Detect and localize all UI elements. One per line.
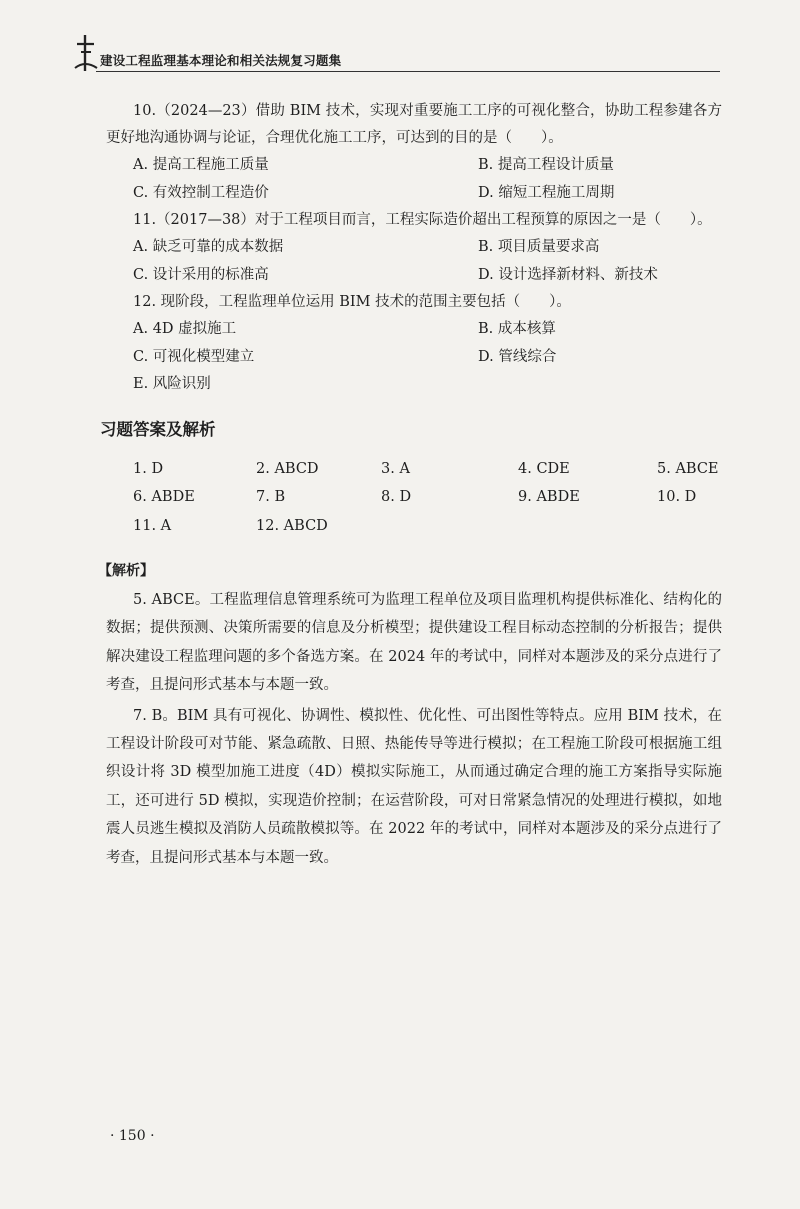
header-rule [96, 71, 720, 72]
answer-item: 8. D [381, 489, 412, 505]
option-a: A. 提高工程施工质量 [133, 157, 269, 173]
question-stem: 11.（2017—38）对于工程项目而言，工程实际造价超出工程预算的原因之一是（ ）。 [133, 212, 712, 228]
option-d: D. 缩短工程施工周期 [478, 184, 615, 201]
answer-item: 3. A [381, 460, 410, 477]
option-c: C. 可视化模型建立 [133, 348, 255, 365]
page-number: · 150 · [110, 1128, 155, 1144]
option-b: B. 成本核算 [478, 321, 556, 337]
book-title: 建设工程监理基本理论和相关法规复习题集 [100, 53, 342, 68]
answer-item: 12. ABCD [256, 517, 328, 534]
option-b: B. 项目质量要求高 [478, 239, 600, 255]
analysis-heading: 【解析】 [98, 563, 154, 579]
answer-item: 9. ABDE [518, 489, 580, 505]
option-a: A. 4D 虚拟施工 [133, 321, 237, 337]
answers-heading: 习题答案及解析 [100, 419, 216, 439]
answer-item: 7. B [256, 489, 286, 505]
answer-item: 11. A [133, 517, 172, 534]
answer-key [133, 455, 722, 541]
option-e: E. 风险识别 [133, 376, 211, 392]
option-c: C. 有效控制工程造价 [133, 184, 269, 201]
analysis-paragraph: 7. B。BIM 具有可视化、协调性、模拟性、优化性、可出图性等特点。应用 BIM 技术，在工程设计阶段可对节能、紧急疏散、日照、热能传导等进行模拟；在工程施工阶段可根据施工组织设计将 3D 模型加施工进度（4D）模拟实际施工，从而通过确定合理的施工方案指导实际施工，还可进行 5D 模拟，实现造价控制；在运营阶段，可对日常紧急情况的处理进行模拟，如地震人员逃生模拟及消防人员疏散模拟等。在 2022 年的考试中，同样对本题涉及的采分点进行了考查，且提问形式基本与本题一致。 [106, 707, 722, 866]
answer-item: 1. D [133, 460, 164, 477]
answer-item: 6. ABDE [133, 489, 195, 505]
options-list [133, 234, 722, 289]
answer-item: 4. CDE [518, 460, 570, 477]
answer-item: 5. ABCE [657, 460, 719, 477]
question-11 [106, 207, 722, 289]
question-10 [106, 98, 722, 207]
option-d: D. 设计选择新材料、新技术 [478, 266, 658, 283]
option-d: D. 管线综合 [478, 348, 557, 365]
page-content [98, 98, 722, 874]
question-stem: 10.（2024—23）借助 BIM 技术，实现对重要施工工序的可视化整合，协助工程参建各方更好地沟通协调与论证，合理优化施工工序，可达到的目的是（ ）。 [106, 103, 722, 146]
option-a: A. 缺乏可靠的成本数据 [133, 239, 284, 255]
option-c: C. 设计采用的标准高 [133, 266, 269, 283]
answer-item: 10. D [657, 489, 697, 505]
analysis-paragraph: 5. ABCE。工程监理信息管理系统可为监理工程单位及项目监理机构提供标准化、结构化的数据；提供预测、决策所需要的信息及分析模型；提供建设工程目标动态控制的分析报告；提供解决建设工程监理问题的多个备选方案。在 2024 年的考试中，同样对本题涉及的采分点进行了考查，且提问形式基本与本题一致。 [106, 592, 722, 694]
options-list [133, 316, 722, 399]
page-header [60, 32, 720, 74]
question-12 [106, 289, 722, 399]
options-list [133, 152, 722, 207]
option-b: B. 提高工程设计质量 [478, 157, 614, 173]
question-stem: 12. 现阶段，工程监理单位运用 BIM 技术的范围主要包括（ ）。 [133, 294, 571, 310]
book-logo-icon [72, 34, 100, 72]
answer-item: 2. ABCD [256, 460, 319, 477]
